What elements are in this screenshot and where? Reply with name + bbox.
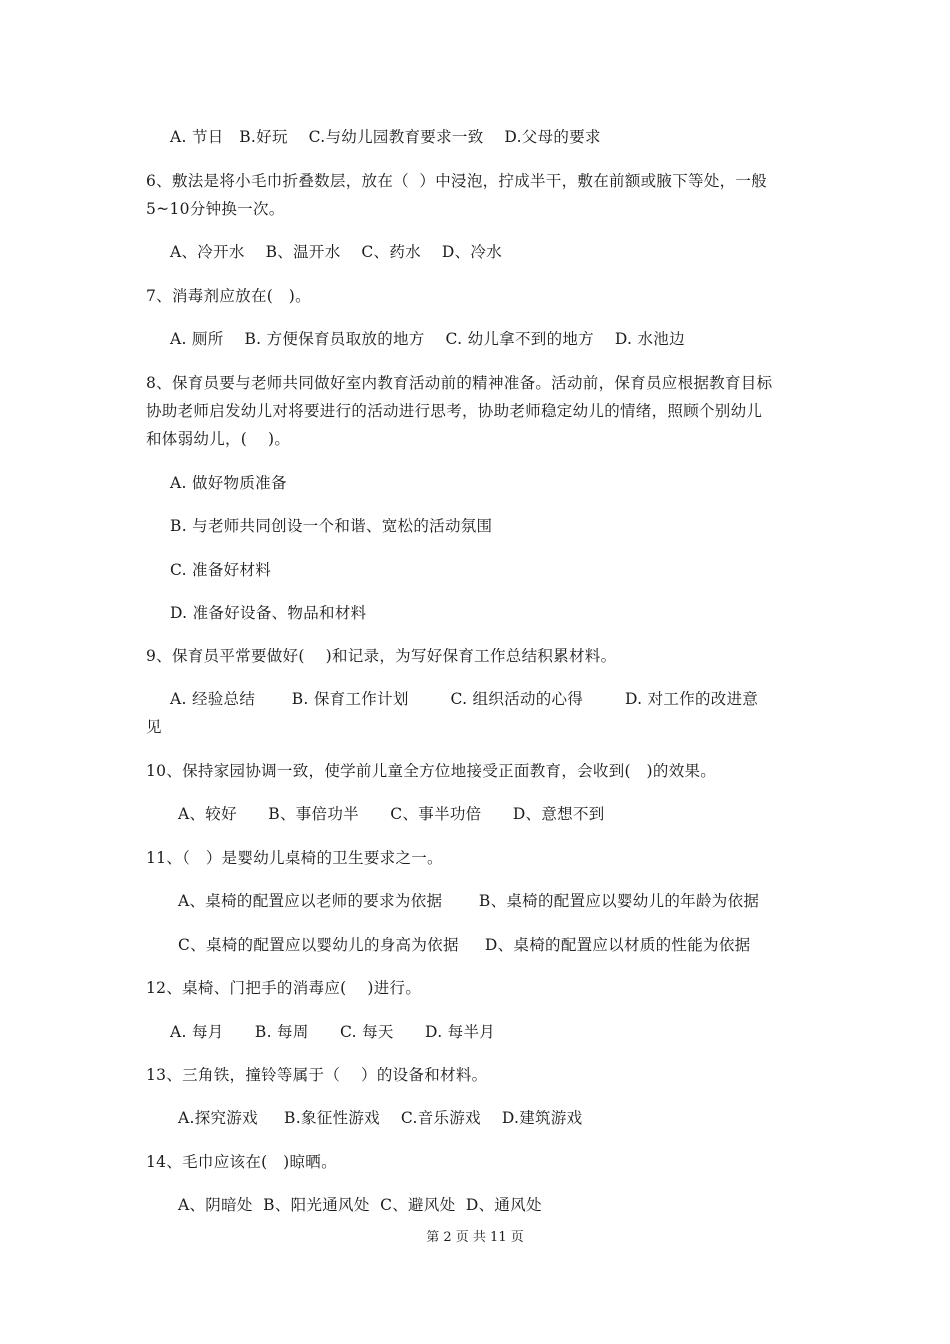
q6-stem-line1: 6、敷法是将小毛巾折叠数层，放在（ ）中浸泡，拧成半干，敷在前额或腋下等处，一般: [146, 172, 768, 190]
q8-option-a: A. 做好物质准备: [170, 474, 287, 492]
q6-stem-line2: 5~10分钟换一次。: [146, 200, 285, 218]
q10-stem: 10、保持家园协调一致，使学前儿童全方位地接受正面教育，会收到( )的效果。: [146, 762, 717, 780]
q8-stem-line1: 8、保育员要与老师共同做好室内教育活动前的精神准备。活动前，保育员应根据教育目标: [146, 374, 773, 392]
q10-options: A、较好 B、事倍功半 C、事半功倍 D、意想不到: [178, 805, 605, 823]
q8-option-d: D. 准备好设备、物品和材料: [170, 604, 367, 622]
q9-stem: 9、保育员平常要做好( )和记录，为写好保育工作总结积累材料。: [146, 647, 617, 665]
q9-options-wrap: 见: [146, 718, 162, 736]
q11-options-ab: A、桌椅的配置应以老师的要求为依据 B、桌椅的配置应以婴幼儿的年龄为依据: [178, 892, 760, 910]
q7-stem: 7、消毒剂应放在( )。: [146, 287, 311, 305]
q8-option-b: B. 与老师共同创设一个和谐、宽松的活动氛围: [170, 517, 493, 535]
q12-stem: 12、桌椅、门把手的消毒应( )进行。: [146, 979, 422, 997]
q8-stem-line2: 协助老师启发幼儿对将要进行的活动进行思考，协助老师稳定幼儿的情绪，照顾个别幼儿: [146, 402, 763, 420]
q11-stem: 11、（ ）是婴幼儿桌椅的卫生要求之一。: [146, 849, 443, 867]
q14-options: A、阴暗处 B、阳光通风处 C、避风处 D、通风处: [178, 1196, 542, 1214]
q8-stem-line3: 和体弱幼儿，( )。: [146, 430, 291, 448]
q5-options: A. 节日 B.好玩 C.与幼儿园教育要求一致 D.父母的要求: [170, 128, 601, 146]
q13-options: A.探究游戏 B.象征性游戏 C.音乐游戏 D.建筑游戏: [178, 1109, 583, 1127]
q14-stem: 14、毛巾应该在( )晾晒。: [146, 1153, 337, 1171]
page-number-footer: 第 2 页 共 11 页: [426, 1230, 524, 1245]
q9-options: A. 经验总结 B. 保育工作计划 C. 组织活动的心得 D. 对工作的改进意: [170, 690, 759, 708]
q6-options: A、冷开水 B、温开水 C、药水 D、冷水: [170, 243, 502, 261]
q7-options: A. 厕所 B. 方便保育员取放的地方 C. 幼儿拿不到的地方 D. 水池边: [170, 330, 685, 348]
q8-option-c: C. 准备好材料: [170, 561, 272, 579]
q13-stem: 13、三角铁，撞铃等属于（ ）的设备和材料。: [146, 1066, 488, 1084]
q11-options-cd: C、桌椅的配置应以婴幼儿的身高为依据 D、桌椅的配置应以材质的性能为依据: [178, 936, 751, 954]
q12-options: A. 每月 B. 每周 C. 每天 D. 每半月: [170, 1023, 496, 1041]
